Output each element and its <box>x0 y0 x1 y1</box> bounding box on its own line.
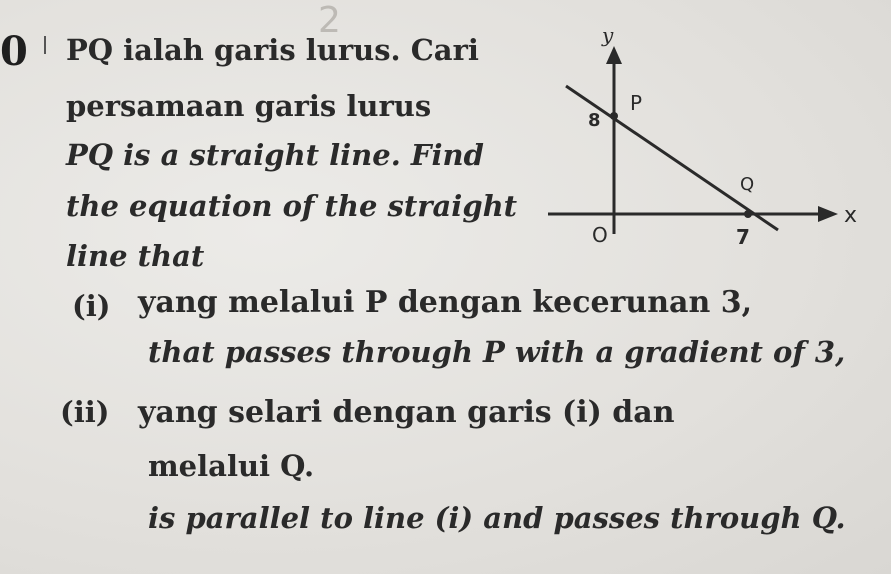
y-intercept-label: 8 <box>588 110 601 131</box>
intro-english-line-1: PQ is a straight line. Find <box>66 138 484 172</box>
part-ii-malay-line-2: melalui Q. <box>148 449 315 483</box>
y-axis-label: y <box>602 23 614 47</box>
line-pq <box>566 86 778 230</box>
part-ii-malay-line-1: yang selari dengan garis (i) dan <box>138 395 675 430</box>
stray-mark: 2 <box>318 0 341 41</box>
question-number: 0 <box>0 28 28 75</box>
part-ii-label: (ii) <box>60 395 110 429</box>
point-p-label: P <box>630 91 643 115</box>
part-ii-english: is parallel to line (i) and passes through Q. <box>148 501 846 535</box>
intro-english-line-2: the equation of the straight <box>66 189 518 223</box>
point-q-label: Q <box>740 174 755 195</box>
margin-tick <box>44 36 46 54</box>
y-axis-arrow-icon <box>606 46 622 64</box>
intro-english-line-3: line that <box>66 239 205 273</box>
point-q <box>744 210 752 218</box>
part-i-label: (i) <box>72 289 111 323</box>
coordinate-graph <box>540 23 870 268</box>
origin-label: O <box>592 223 608 247</box>
point-p <box>610 112 618 120</box>
intro-malay-line-2: persamaan garis lurus <box>66 89 432 123</box>
x-intercept-label: 7 <box>736 225 750 249</box>
part-i-malay: yang melalui P dengan kecerunan 3, <box>138 285 753 320</box>
x-axis-label: x <box>844 203 858 228</box>
intro-malay-line-1: PQ ialah garis lurus. Cari <box>66 33 479 67</box>
part-i-english: that passes through P with a gradient of 3, <box>148 335 846 369</box>
x-axis-arrow-icon <box>818 206 838 222</box>
